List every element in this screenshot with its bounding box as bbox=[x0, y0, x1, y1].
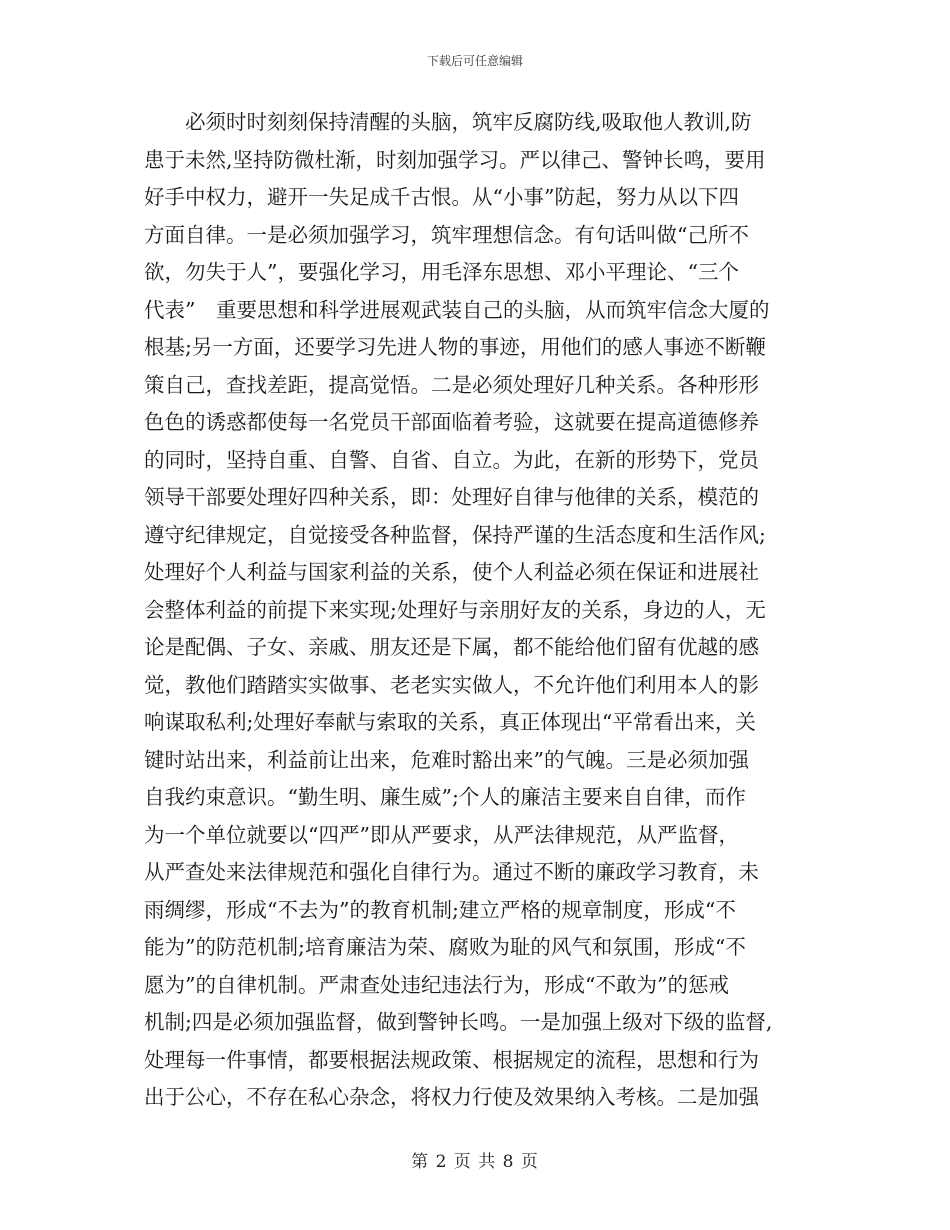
paragraph-line: 响谋取私利;处理好奉献与索取的关系，真正体现出“平常看出来，关 bbox=[144, 710, 756, 734]
paragraph-line: 处理每一件事情，都要根据法规政策、根据规定的流程，思想和行为 bbox=[144, 1047, 759, 1072]
paragraph-line: 根基;另一方面，还要学习先进人物的事迹，用他们的感人事迹不断鞭 bbox=[144, 335, 766, 359]
paragraph-line: 遵守纪律规定，自觉接受各种监督，保持严谨的生活态度和生活作风; bbox=[144, 522, 766, 547]
paragraph-line: 觉，教他们踏踏实实做事、老老实实做人，不允许他们利用本人的影 bbox=[144, 672, 759, 697]
paragraph-line: 机制;四是必须加强监督，做到警钟长鸣。一是加强上级对下级的监督, bbox=[144, 1010, 773, 1034]
paragraph-line: 必须时时刻刻保持清醒的头脑，筑牢反腐防线,吸取他人教训,防 bbox=[185, 110, 752, 134]
paragraph-line: 方面自律。一是必须加强学习，筑牢理想信念。有句话叫做“己所不 bbox=[144, 222, 749, 247]
paragraph-line: 领导干部要处理好四种关系，即：处理好自律与他律的关系，模范的 bbox=[144, 485, 759, 509]
paragraph-line: 策自己，查找差距，提高觉悟。二是必须处理好几种关系。各种形形 bbox=[144, 372, 759, 397]
paragraph-line: 雨绸缪，形成“不去为”的教育机制;建立严格的规章制度，形成“不 bbox=[144, 897, 736, 922]
paragraph-line: 欲，勿失于人”，要强化学习，用毛泽东思想、邓小平理论、“三个 bbox=[144, 260, 739, 284]
page-number: 第 2 页 共 8 页 bbox=[411, 1152, 539, 1172]
paragraph-line: 论是配偶、子女、亲戚、朋友还是下属，都不能给他们留有优越的感 bbox=[144, 635, 759, 659]
paragraph-line: 好手中权力，避开一失足成千古恨。从“小事”防起，努力从以下四 bbox=[144, 185, 739, 209]
paragraph-line: 为一个单位就要以“四严”即从严要求，从严法律规范，从严监督， bbox=[144, 822, 739, 847]
paragraph-line: 键时站出来，利益前让出来，危难时豁出来”的气魄。三是必须加强 bbox=[144, 747, 749, 772]
paragraph-line: 能为”的防范机制;培育廉洁为荣、腐败为耻的风气和氛围，形成“不 bbox=[144, 935, 746, 959]
paragraph-line: 从严查处来法律规范和强化自律行为。通过不断的廉政学习教育，未 bbox=[144, 860, 759, 884]
paragraph-line: 患于未然,坚持防微杜渐，时刻加强学习。严以律己、警钟长鸣，要用 bbox=[144, 147, 766, 172]
paragraph-line: 会整体利益的前提下来实现;处理好与亲朋好友的关系，身边的人，无 bbox=[144, 597, 766, 622]
document-body bbox=[144, 104, 824, 1117]
paragraph-line: 出于公心，不存在私心杂念，将权力行使及效果纳入考核。二是加强 bbox=[144, 1085, 759, 1109]
paragraph-line: 愿为”的自律机制。严肃查处违纪违法行为，形成“不敢为”的惩戒 bbox=[144, 972, 729, 997]
paragraph-line: 的同时，坚持自重、自警、自省、自立。为此，在新的形势下，党员 bbox=[144, 447, 759, 472]
paragraph-line: 色色的诱惑都使每一名党员干部面临着考验，这就要在提高道德修养 bbox=[144, 410, 759, 434]
page-header: 下载后可任意编辑 bbox=[426, 54, 523, 68]
paragraph-line: 处理好个人利益与国家利益的关系，使个人利益必须在保证和进展社 bbox=[144, 560, 759, 584]
paragraph-line: 代表” 重要思想和科学进展观武装自己的头脑，从而筑牢信念大厦的 bbox=[144, 297, 770, 322]
paragraph-line: 自我约束意识。“勤生明、廉生威”;个人的廉洁主要来自自律，而作 bbox=[144, 785, 746, 809]
